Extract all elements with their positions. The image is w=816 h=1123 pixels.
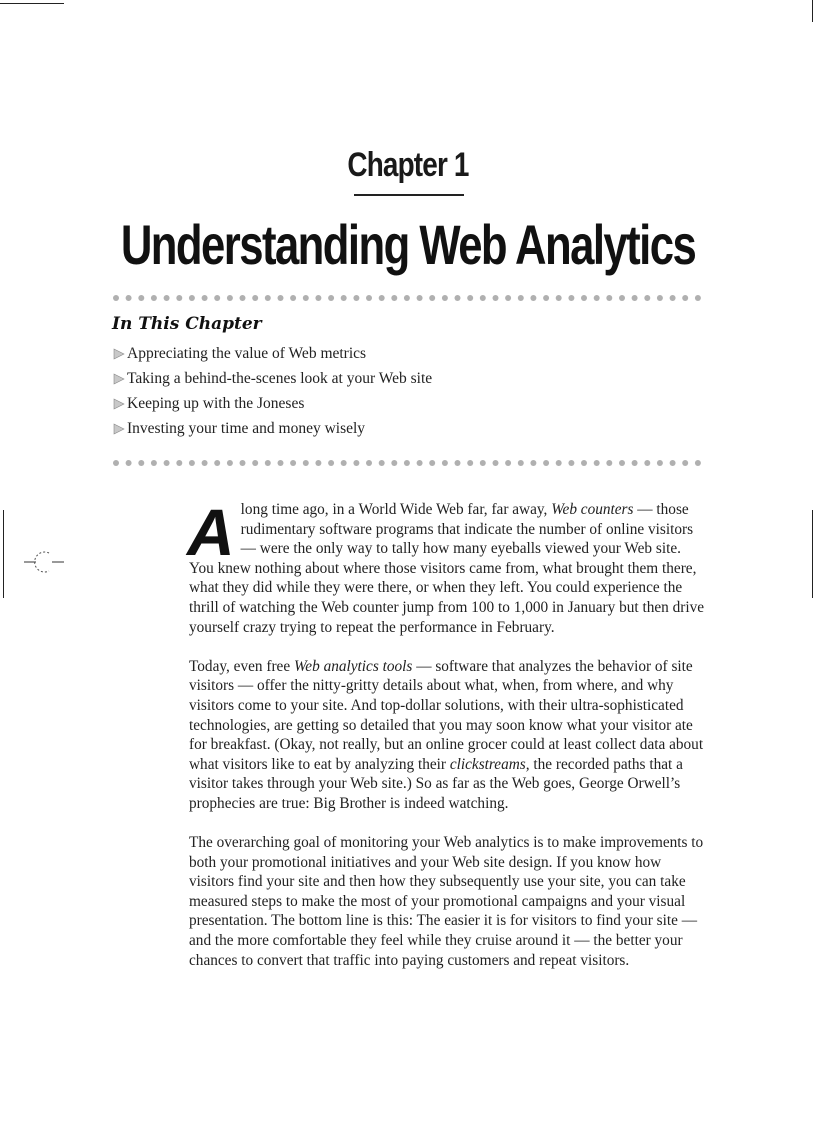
- divider-dot: [429, 460, 435, 466]
- paragraph-2-text-a: Today, even free: [189, 657, 294, 675]
- crop-mark-top-right: [812, 0, 813, 22]
- divider-dot: [366, 295, 372, 301]
- paragraph-2-text-b: — software that analyzes the behavior of site visitors — offer the nitty-gritty details about what, when, from where, and why visitors come to your site. And top-dollar solutions, with their ultra-sophisticated technologies, are getting so detailed that you may soon know what your visitor ate for breakfast. (Okay, not really, but an online grocer could at least collect data about what visitors like to eat by analyzing their: [189, 657, 704, 773]
- list-item: [112, 366, 432, 391]
- arrow-bullet-icon: [112, 347, 126, 361]
- arrow-bullet-icon: [112, 397, 126, 411]
- divider-dot: [594, 460, 600, 466]
- divider-dot: [366, 460, 372, 466]
- divider-dot: [227, 460, 233, 466]
- divider-dot: [695, 460, 701, 466]
- paragraph-2: [189, 657, 709, 814]
- divider-dot: [619, 460, 625, 466]
- divider-dot: [189, 295, 195, 301]
- divider-dot: [278, 460, 284, 466]
- divider-dot: [581, 295, 587, 301]
- divider-dot: [328, 295, 334, 301]
- divider-dot: [176, 295, 182, 301]
- divider-dot: [670, 460, 676, 466]
- paragraph-1-text-b: — those rudimentary software programs that indicate the number of online visitors — were the only way to tally how many eyeballs viewed your Web site. You knew nothing about where those visitors came from, what brought them there, what they did while they were there, or when they left. You could experience the thrill of watching the Web counter jump from 100 to 1,000 in January but then drive yourself crazy trying to repeat the performance in February.: [189, 501, 705, 636]
- divider-dot: [581, 460, 587, 466]
- divider-dot: [214, 460, 220, 466]
- divider-dot: [480, 295, 486, 301]
- divider-dot: [493, 460, 499, 466]
- divider-dot: [265, 295, 271, 301]
- list-item: [112, 391, 432, 416]
- crop-mark-right: [812, 510, 813, 598]
- divider-dot: [518, 460, 524, 466]
- divider-dot: [290, 460, 296, 466]
- divider-dot: [138, 460, 144, 466]
- divider-dot: [303, 460, 309, 466]
- divider-dot: [442, 295, 448, 301]
- divider-dot: [442, 460, 448, 466]
- divider-dot: [619, 295, 625, 301]
- divider-dot: [252, 295, 258, 301]
- paragraph-2-text-c: the recorded paths that a visitor takes through your Web site.) So as far as the Web goes, George Orwell’s prophecies are true: Big Brother is indeed watching.: [189, 755, 683, 812]
- divider-dot: [227, 295, 233, 301]
- divider-dot: [126, 295, 132, 301]
- drop-cap: A: [187, 495, 235, 569]
- divider-dot: [303, 295, 309, 301]
- divider-dot: [518, 295, 524, 301]
- dotted-divider-top: [112, 293, 708, 303]
- list-item: [112, 341, 432, 366]
- divider-dot: [493, 295, 499, 301]
- crop-mark-top-left: [0, 3, 64, 4]
- divider-dot: [379, 460, 385, 466]
- divider-dot: [568, 295, 574, 301]
- divider-dot: [278, 295, 284, 301]
- divider-dot: [543, 460, 549, 466]
- divider-dot: [644, 295, 650, 301]
- divider-dot: [404, 460, 410, 466]
- divider-dot: [353, 295, 359, 301]
- divider-dot: [138, 295, 144, 301]
- divider-dot: [505, 295, 511, 301]
- divider-dot: [556, 295, 562, 301]
- paragraph-1: [187, 495, 709, 637]
- list-item-text: Keeping up with the Joneses: [127, 395, 305, 412]
- list-item-text: Appreciating the value of Web metrics: [127, 345, 367, 362]
- divider-dot: [417, 460, 423, 466]
- divider-dot: [682, 460, 688, 466]
- divider-dot: [670, 295, 676, 301]
- term-web-counters: Web counters: [551, 501, 634, 518]
- divider-dot: [455, 295, 461, 301]
- divider-dot: [202, 295, 208, 301]
- divider-dot: [164, 460, 170, 466]
- paragraph-3: The overarching goal of monitoring your Web analytics is to make improvements to both your promotional initiatives and your Web site design. If you know how visitors find your site and then how they subsequently use your site, you can take measured steps to make the most of your promotional campaigns and your visual presentation. The bottom line is this: The easier it is for visitors to find your site — and the more comfortable they feel while they cruise around it — the better your chances to convert that traffic into paying customers and repeat visitors.: [189, 834, 704, 969]
- chapter-body: [187, 495, 709, 990]
- divider-dot: [126, 460, 132, 466]
- divider-dot: [455, 460, 461, 466]
- dotted-divider-bottom: [112, 458, 708, 468]
- divider-dot: [632, 295, 638, 301]
- divider-dot: [480, 460, 486, 466]
- list-item-text: Taking a behind-the-scenes look at your Web site: [127, 370, 433, 387]
- divider-dot: [164, 295, 170, 301]
- divider-dot: [657, 295, 663, 301]
- divider-dot: [290, 295, 296, 301]
- divider-dot: [341, 460, 347, 466]
- chapter-label: Chapter 1: [347, 146, 469, 184]
- divider-dot: [530, 460, 536, 466]
- divider-dot: [530, 295, 536, 301]
- list-item: [112, 416, 432, 441]
- divider-dot: [695, 295, 701, 301]
- divider-dot: [214, 295, 220, 301]
- arrow-bullet-icon: [112, 422, 126, 436]
- divider-dot: [240, 460, 246, 466]
- divider-dot: [391, 460, 397, 466]
- divider-dot: [151, 295, 157, 301]
- divider-dot: [265, 460, 271, 466]
- divider-dot: [467, 295, 473, 301]
- divider-dot: [391, 295, 397, 301]
- divider-dot: [543, 295, 549, 301]
- divider-dot: [594, 295, 600, 301]
- chapter-title: Understanding Web Analytics: [120, 213, 696, 276]
- divider-dot: [202, 460, 208, 466]
- divider-dot: [315, 460, 321, 466]
- in-this-chapter-heading: In This Chapter: [112, 314, 262, 334]
- divider-dot: [113, 295, 119, 301]
- divider-dot: [606, 295, 612, 301]
- divider-dot: [505, 460, 511, 466]
- divider-dot: [315, 295, 321, 301]
- divider-dot: [644, 460, 650, 466]
- divider-dot: [353, 460, 359, 466]
- divider-dot: [113, 460, 119, 466]
- divider-dot: [632, 460, 638, 466]
- paragraph-1-text-a: long time ago, in a World Wide Web far, far away,: [240, 501, 552, 518]
- divider-dot: [682, 295, 688, 301]
- divider-dot: [429, 295, 435, 301]
- divider-dot: [252, 460, 258, 466]
- divider-dot: [467, 460, 473, 466]
- divider-dot: [151, 460, 157, 466]
- list-item-text: Investing your time and money wisely: [127, 420, 366, 437]
- divider-dot: [556, 460, 562, 466]
- term-clickstreams: clickstreams,: [449, 755, 530, 773]
- divider-dot: [404, 295, 410, 301]
- divider-dot: [176, 460, 182, 466]
- divider-dot: [379, 295, 385, 301]
- registration-mark-icon: [22, 548, 66, 576]
- divider-dot: [341, 295, 347, 301]
- divider-dot: [568, 460, 574, 466]
- divider-dot: [606, 460, 612, 466]
- divider-dot: [240, 295, 246, 301]
- arrow-bullet-icon: [112, 372, 126, 386]
- divider-dot: [189, 460, 195, 466]
- crop-mark-left: [3, 510, 4, 598]
- divider-dot: [657, 460, 663, 466]
- term-web-analytics-tools: Web analytics tools: [293, 657, 413, 675]
- divider-dot: [328, 460, 334, 466]
- in-this-chapter-list: [112, 341, 432, 441]
- divider-dot: [417, 295, 423, 301]
- chapter-underline: [354, 194, 464, 196]
